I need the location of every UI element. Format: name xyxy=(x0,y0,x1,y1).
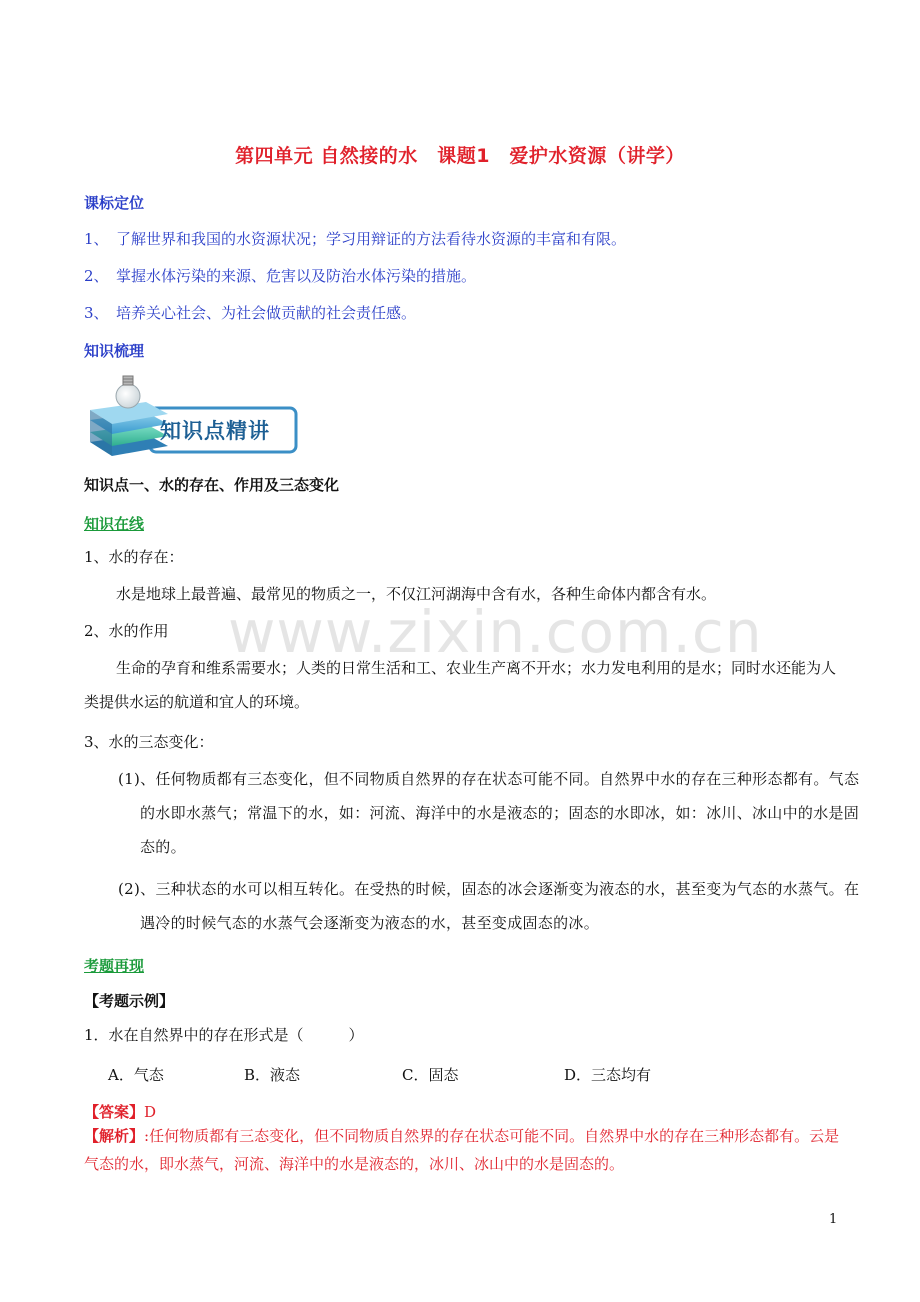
page-number: 1 xyxy=(829,1212,838,1227)
watermark: www.zixin.com.cn xyxy=(228,598,763,666)
question-text: 1．水在自然界中的存在形式是（ ） xyxy=(84,1026,364,1044)
analysis-text: :任何物质都有三态变化，但不同物质自然界的存在状态可能不同。自然界中水的存在三种形态都有。云是气态的水，即水蒸气，河流、海洋中的水是液态的，冰川、冰山中的水是固态的。 xyxy=(84,1127,840,1173)
item2-heading: 2、水的作用 xyxy=(84,622,169,640)
item1-heading: 1、水的存在： xyxy=(84,548,184,566)
item2-body: 生命的孕育和维系需要水；人类的日常生活和工、农业生产离不开水；水力发电利用的是水；同时水还能为人类提供水运的航道和宜人的环境。 xyxy=(84,659,837,711)
answer-label: 【答案】 xyxy=(84,1103,145,1121)
analysis-paragraph xyxy=(84,1122,844,1178)
knowledge-online-heading: 知识在线 xyxy=(84,515,145,533)
standard-item-1: 1、 了解世界和我国的水资源状况；学习用辩证的方法看待水资源的丰富和有限。 xyxy=(84,230,627,248)
option-a: A．气态 xyxy=(108,1066,164,1084)
option-d: D．三态均有 xyxy=(564,1066,652,1084)
banner-label: 知识点精讲 xyxy=(160,419,270,443)
exam-review-heading: 考题再现 xyxy=(84,957,145,975)
analysis-label: 【解析】 xyxy=(84,1127,145,1145)
option-c: C．固态 xyxy=(402,1066,459,1084)
item1-body: 水是地球上最普遍、最常见的物质之一，不仅江河湖海中含有水，各种生命体内都含有水。 xyxy=(116,585,717,603)
item3-sub2: (2)、三种状态的水可以相互转化。在受热的时候，固态的冰会逐渐变为液态的水，甚至变为气态的水蒸气。在遇冷的时候气态的水蒸气会逐渐变为液态的水，甚至变成固态的冰。 xyxy=(118,880,860,932)
exam-example-label: 【考题示例】 xyxy=(84,992,175,1010)
option-b: B．液态 xyxy=(244,1066,301,1084)
item3-heading: 3、水的三态变化： xyxy=(84,733,214,751)
knowledge-banner xyxy=(86,374,300,460)
item3-sub1: (1)、任何物质都有三态变化，但不同物质自然界的存在状态可能不同。自然界中水的存在三种形态都有。气态的水即水蒸气；常温下的水，如：河流、海洋中的水是液态的；固态的水即冰，如：冰川、冰山中的水是固态的。 xyxy=(118,770,860,856)
answer-line xyxy=(84,1101,156,1122)
section-standards-heading: 课标定位 xyxy=(84,194,145,212)
answer-value: D xyxy=(144,1103,157,1121)
knowledge-point-heading: 知识点一、水的存在、作用及三态变化 xyxy=(84,476,340,494)
page-title: 第四单元 自然接的水 课题1 爱护水资源（讲学） xyxy=(235,145,685,167)
section-review-heading: 知识梳理 xyxy=(84,342,145,360)
standard-item-2: 2、 掌握水体污染的来源、危害以及防治水体污染的措施。 xyxy=(84,267,477,285)
standard-item-3: 3、 培养关心社会、为社会做贡献的社会责任感。 xyxy=(84,304,417,322)
